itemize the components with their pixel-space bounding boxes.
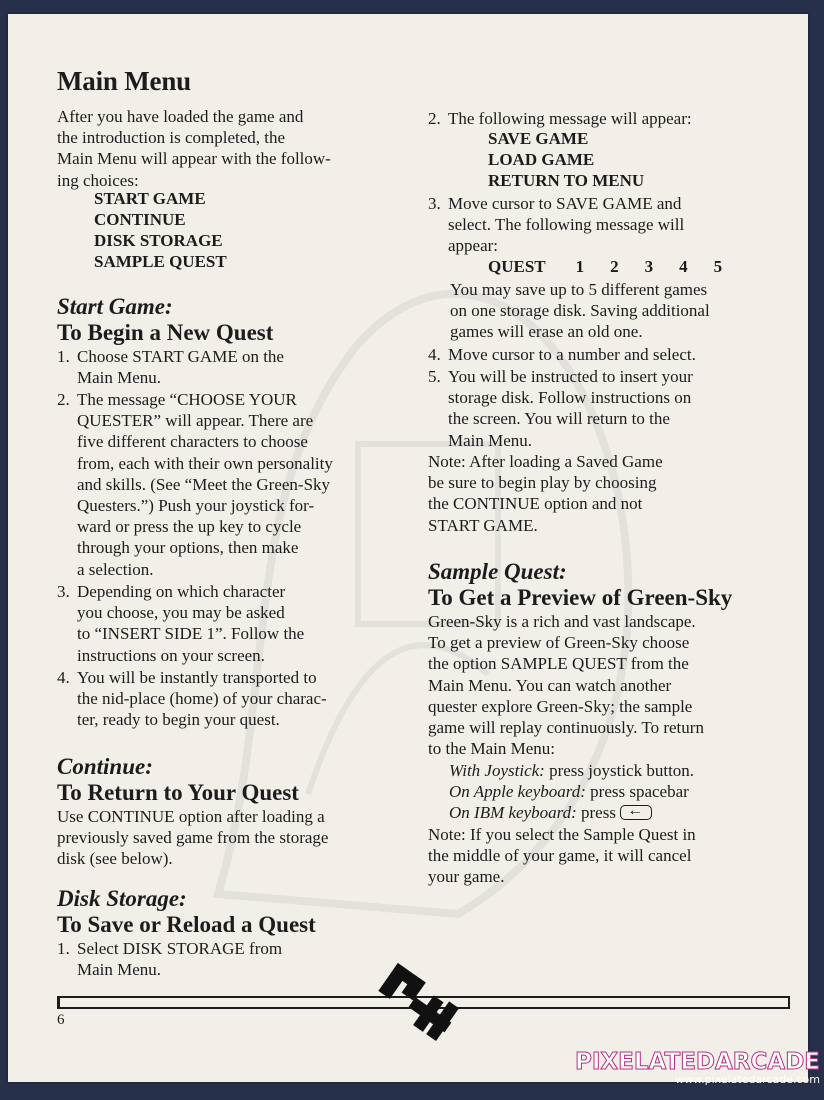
list-item xyxy=(428,108,783,129)
text-line: the middle of your game, it will cancel xyxy=(428,846,692,866)
menu-choice: DISK STORAGE xyxy=(94,231,223,250)
text-line: a selection. xyxy=(77,559,154,579)
slot-note xyxy=(450,279,790,343)
item-number: 3. xyxy=(428,194,441,213)
quest-slot: 2 xyxy=(610,257,619,276)
main-menu-choices xyxy=(94,188,227,272)
quest-slot: 3 xyxy=(644,257,654,276)
text-line: to the Main Menu: xyxy=(428,739,556,759)
menu-choice: RETURN TO MENU xyxy=(488,171,645,190)
text-line: the option SAMPLE QUEST from the xyxy=(428,654,689,674)
control-action: press spacebar xyxy=(590,782,689,802)
text-line: Note: If you select the Sample Quest in xyxy=(428,825,696,844)
text-line: Main Menu. xyxy=(77,368,162,388)
text-line: the CONTINUE option and not xyxy=(428,494,643,514)
control-line xyxy=(449,760,789,781)
text-line: appear: xyxy=(448,236,499,256)
text-line: QUESTER” will appear. There are xyxy=(77,411,314,431)
page-number: 6 xyxy=(57,1012,65,1028)
text-line: select. The following message will xyxy=(448,215,685,235)
main-menu-intro xyxy=(57,106,407,191)
item-number: 4. xyxy=(57,668,70,687)
text-line: be sure to begin play by choosing xyxy=(428,473,657,493)
text-line: through your options, then make xyxy=(77,538,299,558)
text-line: storage disk. Follow instructions on xyxy=(448,388,692,408)
control-action: press joystick button. xyxy=(549,761,695,780)
item-number: 4. xyxy=(428,345,441,364)
text-line: The following message will appear: xyxy=(448,109,692,128)
manual-page xyxy=(8,14,808,1082)
text-line: You will be instructed to insert your xyxy=(448,367,693,386)
text-line: Choose START GAME on the xyxy=(77,347,284,366)
text-line: disk (see below). xyxy=(57,849,173,869)
menu-choice: SAVE GAME xyxy=(488,129,589,148)
text-line: ward or press the up key to cycle xyxy=(77,517,302,537)
continue-subheading: To Return to Your Quest xyxy=(57,780,299,805)
control-label: With Joystick: xyxy=(449,761,545,780)
text-line: Move cursor to SAVE GAME and xyxy=(448,194,682,213)
menu-choice: SAMPLE QUEST xyxy=(94,252,227,271)
sample-quest-note xyxy=(428,824,778,888)
text-line: Green-Sky is a rich and vast landscape. xyxy=(428,612,696,631)
glyph-ornament-icon xyxy=(368,962,468,1047)
text-line: from, each with their own personality xyxy=(77,453,333,473)
watermark-url: www.pixelatedarcade.com xyxy=(675,1073,820,1086)
list-item xyxy=(428,366,783,451)
item-number: 5. xyxy=(428,367,441,386)
list-item xyxy=(57,581,412,666)
text-line: Main Menu will appear with the follow- xyxy=(57,149,331,169)
list-item xyxy=(428,344,783,365)
return-key-icon xyxy=(620,805,652,820)
text-line: to “INSERT SIDE 1”. Follow the xyxy=(77,624,305,644)
watermark xyxy=(575,1049,820,1086)
start-game-subheading: To Begin a New Quest xyxy=(57,320,274,345)
quest-slot: 1 xyxy=(575,257,585,276)
list-item xyxy=(57,346,412,388)
text-line: Main Menu. You can watch another xyxy=(428,675,672,695)
control-action: press xyxy=(581,803,616,823)
menu-choice: START GAME xyxy=(94,189,206,208)
text-line: Select DISK STORAGE from xyxy=(77,939,283,958)
item-number: 2. xyxy=(428,109,441,128)
control-line xyxy=(449,802,789,823)
text-line: game will replay continuously. To return xyxy=(428,718,704,738)
text-line: To get a preview of Green-Sky choose xyxy=(428,633,690,653)
text-line: and skills. (See “Meet the Green-Sky xyxy=(77,474,331,494)
text-line: ter, ready to begin your quest. xyxy=(77,710,280,730)
text-line: Main Menu. xyxy=(448,430,533,450)
list-item xyxy=(57,389,412,580)
text-line: The message “CHOOSE YOUR xyxy=(77,390,297,409)
text-line: instructions on your screen. xyxy=(77,645,265,665)
start-game-heading: Start Game: xyxy=(57,294,173,319)
save-menu-message xyxy=(488,128,644,191)
disk-storage-heading: Disk Storage: xyxy=(57,886,187,911)
text-line: games will erase an old one. xyxy=(450,322,643,342)
text-line: You will be instantly transported to xyxy=(77,668,317,687)
text-line: on one storage disk. Saving additional xyxy=(450,301,710,321)
sample-quest-controls xyxy=(449,760,789,824)
menu-choice: LOAD GAME xyxy=(488,150,595,169)
disk-note xyxy=(428,451,778,536)
disk-storage-subheading: To Save or Reload a Quest xyxy=(57,912,316,937)
menu-choice: CONTINUE xyxy=(94,210,186,229)
list-item xyxy=(57,667,412,731)
text-line: Move cursor to a number and select. xyxy=(448,345,696,364)
text-line: Questers.”) Push your joystick for- xyxy=(77,496,315,516)
quest-slots xyxy=(488,257,722,277)
text-line: Use CONTINUE option after loading a xyxy=(57,807,325,826)
text-line: the nid-place (home) of your charac- xyxy=(77,689,327,709)
continue-heading: Continue: xyxy=(57,754,153,779)
text-line: five different characters to choose xyxy=(77,432,308,452)
item-number: 1. xyxy=(57,939,70,958)
item-number: 2. xyxy=(57,390,70,409)
control-label: On Apple keyboard: xyxy=(449,782,586,802)
list-item xyxy=(428,193,783,257)
control-label: On IBM keyboard: xyxy=(449,803,577,823)
text-line: the introduction is completed, the xyxy=(57,128,286,148)
item-number: 3. xyxy=(57,582,70,601)
text-line: Note: After loading a Saved Game xyxy=(428,452,663,471)
text-line: you choose, you may be asked xyxy=(77,603,285,623)
watermark-brand: PIXELATEDARCADE xyxy=(574,1049,820,1075)
list-item xyxy=(57,938,412,980)
sample-quest-heading: Sample Quest: xyxy=(428,559,567,584)
text-line: the screen. You will return to the xyxy=(448,409,670,429)
text-line: ing choices: xyxy=(57,170,139,190)
text-line: previously saved game from the storage xyxy=(57,828,329,848)
item-number: 1. xyxy=(57,347,70,366)
control-line xyxy=(449,781,789,802)
text-line: quester explore Green-Sky; the sample xyxy=(428,696,693,716)
text-line: START GAME. xyxy=(428,515,538,535)
quest-slot: 4 xyxy=(679,257,688,276)
text-line: Main Menu. xyxy=(77,960,162,980)
sample-quest-subheading: To Get a Preview of Green-Sky xyxy=(428,585,733,610)
main-menu-title: Main Menu xyxy=(57,66,191,96)
text-line: After you have loaded the game and xyxy=(57,107,304,126)
sample-quest-text xyxy=(428,611,788,759)
text-line: your game. xyxy=(428,867,505,887)
quest-label: QUEST xyxy=(488,257,546,276)
text-line: Depending on which character xyxy=(77,582,286,601)
continue-text xyxy=(57,806,407,870)
quest-slot: 5 xyxy=(713,257,723,276)
text-line: You may save up to 5 different games xyxy=(450,280,708,299)
